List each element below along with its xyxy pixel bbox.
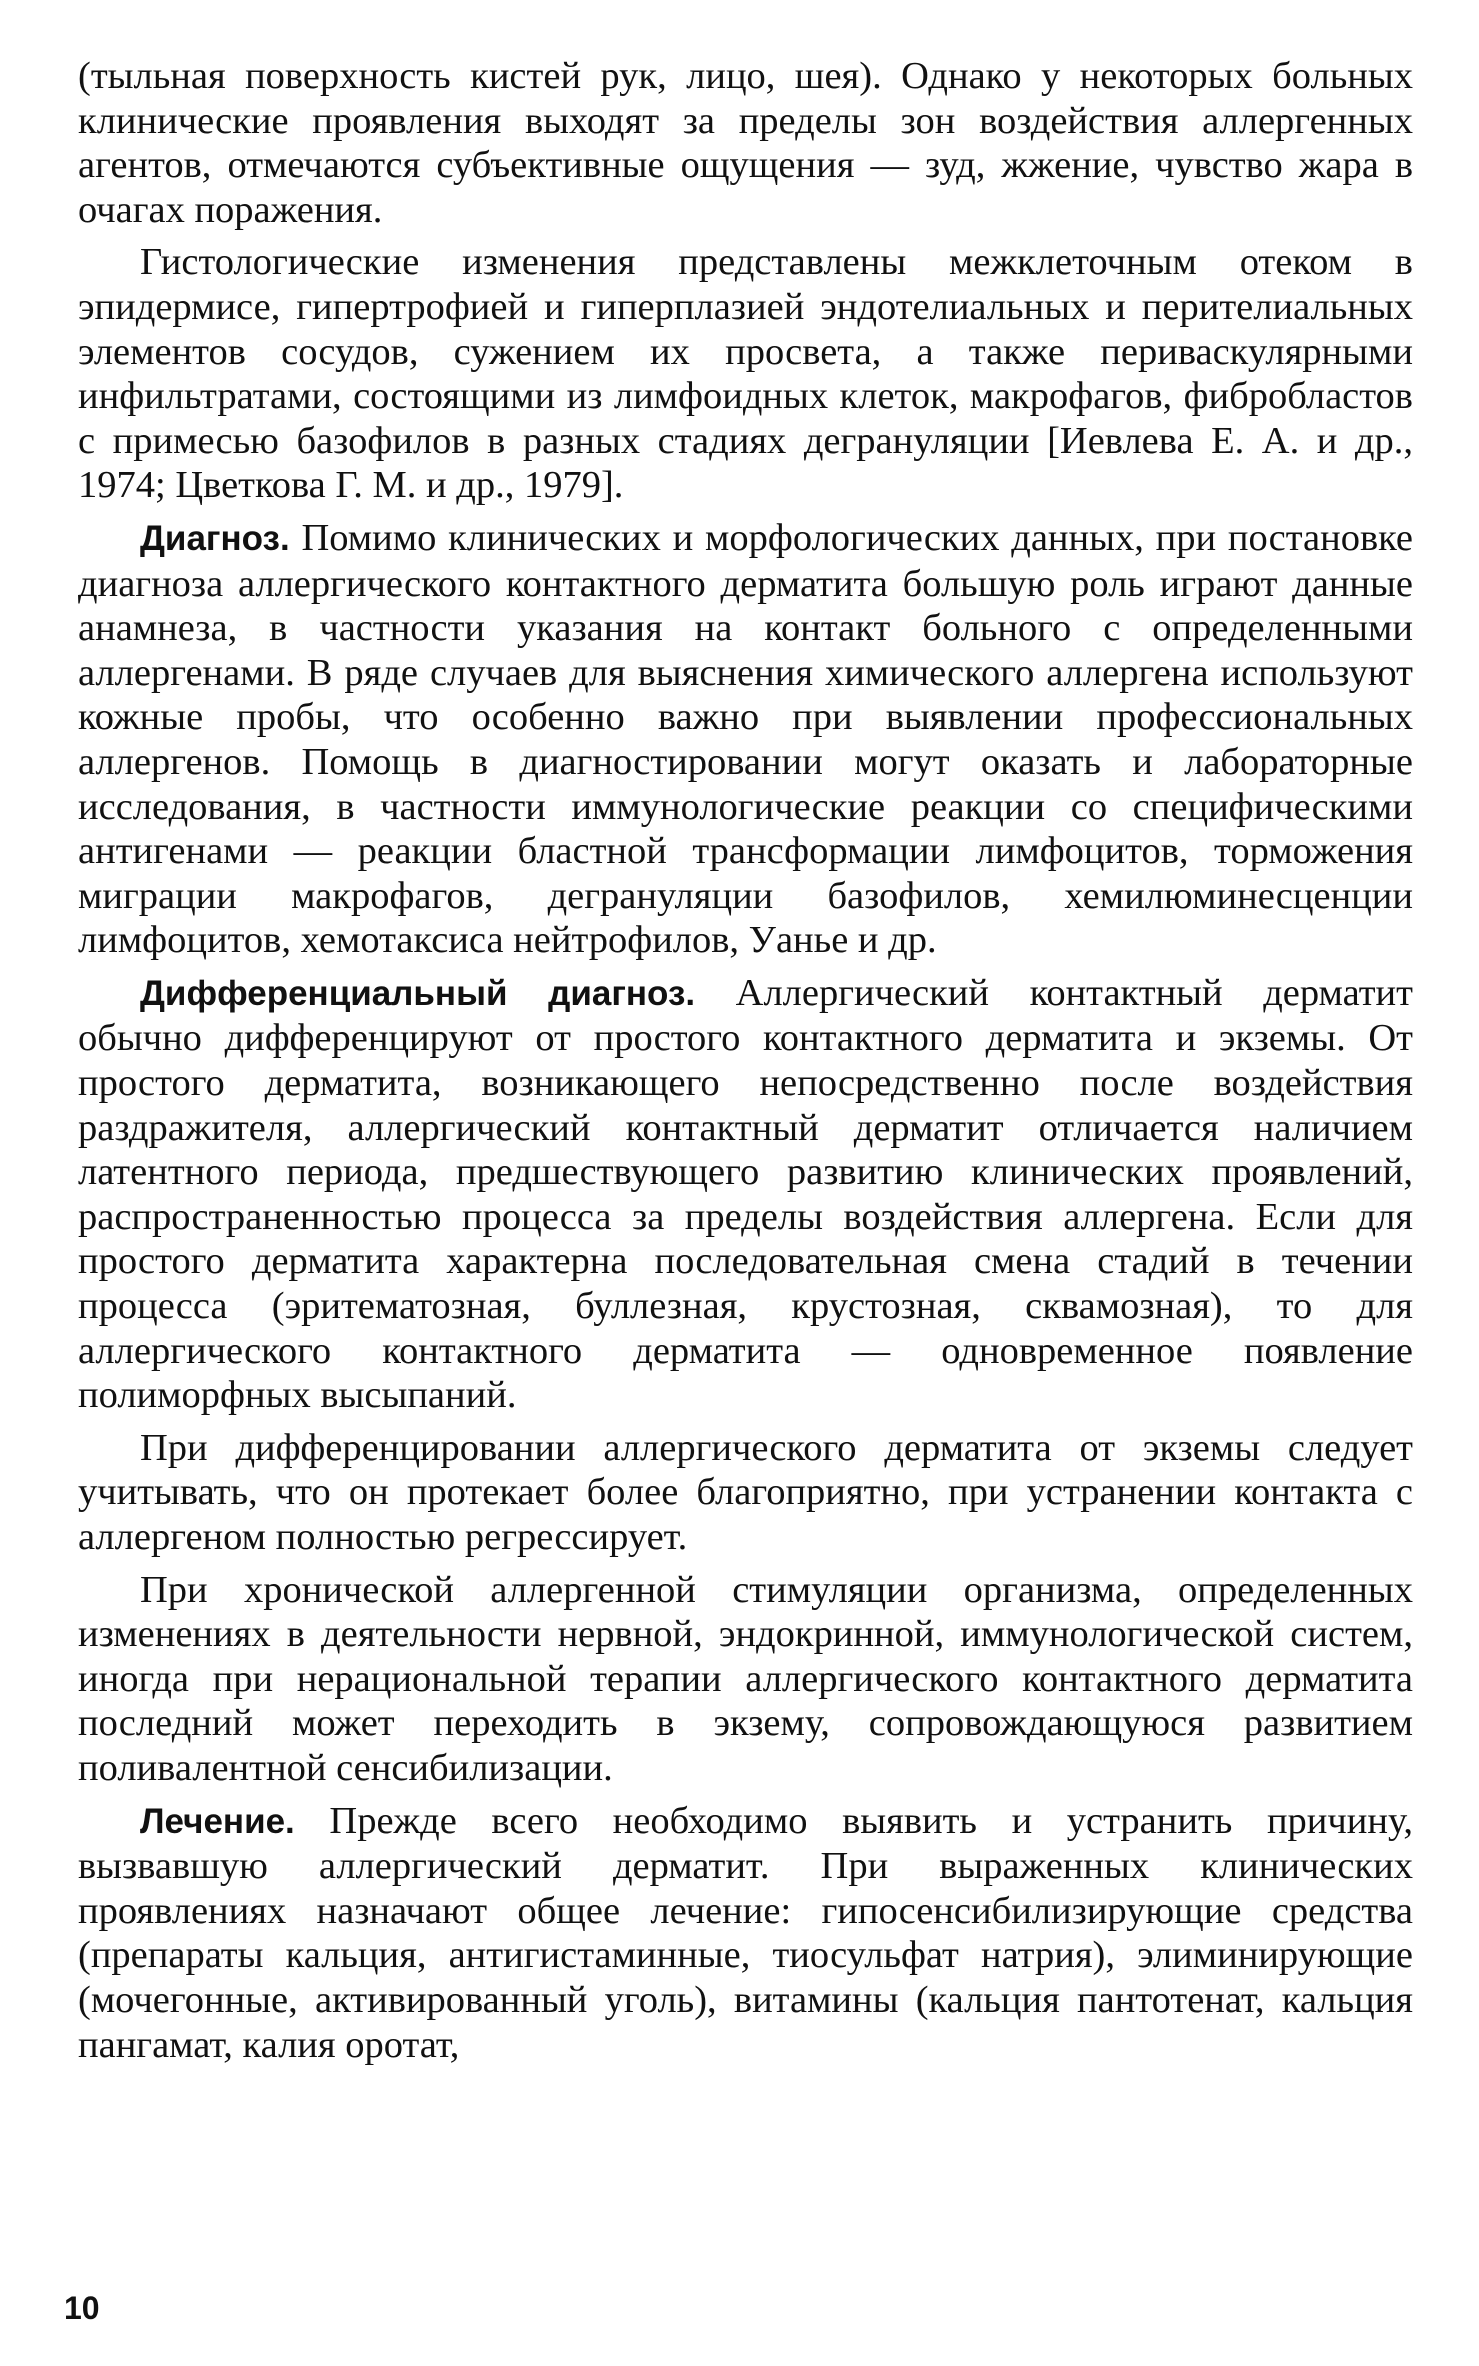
page-number: 10 <box>64 2290 100 2326</box>
section-heading: Лечение. <box>140 1801 295 1841</box>
paragraph-text: (тыльная поверхность кистей рук, лицо, шея). Однако у некоторых больных клинические проявления выходят за пределы зон воздействия аллергенных агентов, отмечаются субъективные ощущения — зуд, жжение, чувство жара в очагах поражения. <box>78 55 1413 231</box>
paragraph-text: Прежде всего необходимо выявить и устранить причину, вызвавшую аллергический дерматит. При выраженных клинических проявлениях назначают общее лечение: гипосенсибилизирующие средства (препараты кальция, антигистаминные, тиосульфат натрия), элиминирующие (мочегонные, активированный уголь), витамины (кальция пантотенат, кальция пангамат, калия оротат, <box>78 1799 1413 2066</box>
paragraph-differential-diagnosis <box>78 971 1413 1418</box>
section-heading: Диагноз. <box>140 518 290 558</box>
paragraph-text: Аллергический контактный дерматит обычно дифференцируют от простого контактного дерматита и экземы. От простого дерматита, возникающего непосредственно после воздействия раздражителя, аллергический контактный дерматит отличается наличием латентного периода, предшествующего развитию клинических проявлений, распространенностью процесса за пределы воздействия аллергена. Если для простого дерматита характерна последовательная смена стадий в течении процесса (эритематозная, буллезная, крустозная, сквамозная), то для аллергического контактного дерматита — одновременное появление полиморфных высыпаний. <box>78 971 1413 1417</box>
paragraph-text: Гистологические изменения представлены межклеточным отеком в эпидермисе, гипертрофией и гиперплазией эндотелиальных и перителиальных элементов сосудов, сужением их просвета, а также периваскулярными инфильтратами, состоящими из лимфоидных клеток, макрофагов, фибробластов с примесью базофилов в разных стадиях дегрануляции [Иевлева Е. А. и др., 1974; Цветкова Г. М. и др., 1979]. <box>78 241 1413 507</box>
section-heading: Дифференциальный диагноз. <box>140 973 696 1013</box>
paragraph-text: Помимо клинических и морфологических данных, при постановке диагноза аллергического контактного дерматита большую роль играют данные анамнеза, в частности указания на контакт больного с определенными аллергенами. В ряде случаев для выяснения химического аллергена используют кожные пробы, что особенно важно при выявлении профессиональных аллергенов. Помощь в диагностировании могут оказать и лабораторные исследования, в частности иммунологические реакции со специфическими антигенами — реакции бластной трансформации лимфоцитов, торможения миграции макрофагов, дегрануляции базофилов, хемилюминесценции лимфоцитов, хемотаксиса нейтрофилов, Уанье и др. <box>78 516 1413 962</box>
body-text <box>78 54 1413 2067</box>
paragraph-chronic-stimulation <box>78 1568 1413 1791</box>
paragraph-treatment <box>78 1799 1413 2068</box>
paragraph-eczema-differentiation <box>78 1426 1413 1560</box>
paragraph-text: При дифференцировании аллергического дерматита от экземы следует учитывать, что он протекает более благоприятно, при устранении контакта с аллергеном полностью регрессирует. <box>78 1426 1413 1558</box>
paragraph-histology <box>78 240 1413 508</box>
paragraph-diagnosis <box>78 516 1413 963</box>
paragraph-text: При хронической аллергенной стимуляции организма, определенных изменениях в деятельности нервной, эндокринной, иммунологической систем, иногда при нерациональной терапии аллергического контактного дерматита последний может переходить в экзему, сопровождающуюся развитием поливалентной сенсибилизации. <box>78 1568 1413 1789</box>
paragraph-continuation <box>78 54 1413 232</box>
